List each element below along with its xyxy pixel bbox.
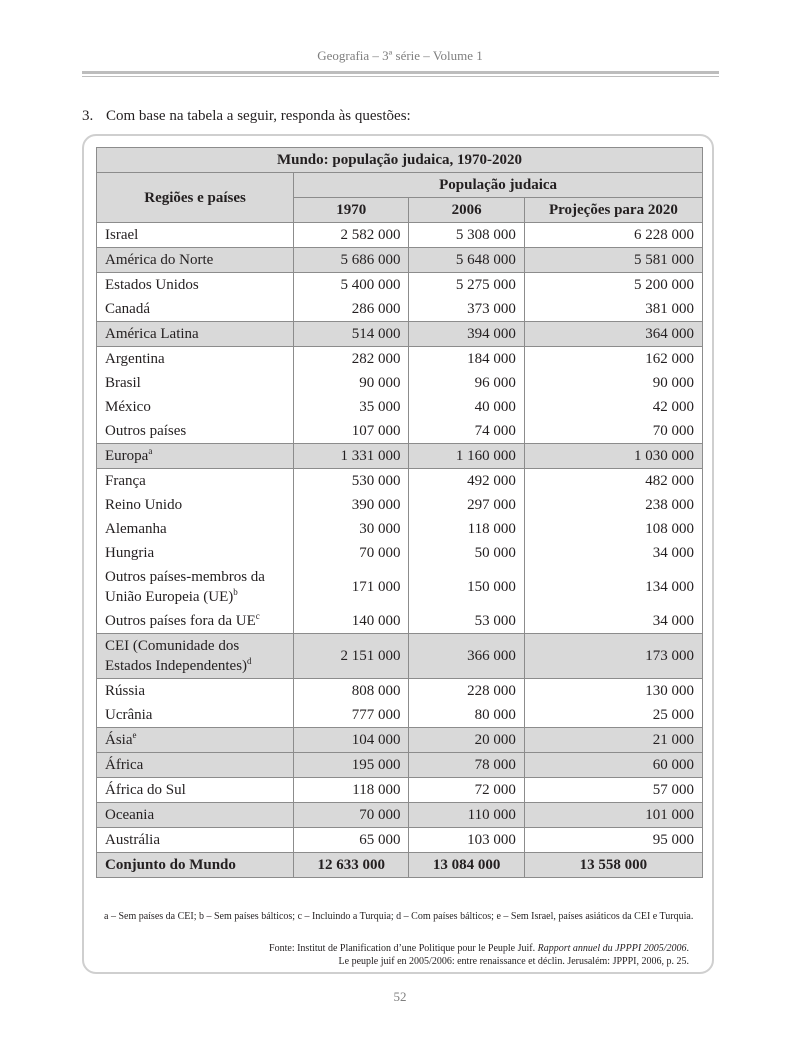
table-row [97,828,703,853]
value-cell: 103 000 [409,828,524,853]
region-cell [97,297,294,322]
region-label: Brasil [105,375,141,391]
table-row [97,703,703,728]
total-value: 13 084 000 [409,853,524,878]
value-cell: 297 000 [409,493,524,517]
header-regions: Regiões e países [97,173,294,223]
value-cell: 34 000 [524,541,702,565]
value-cell: 70 000 [524,419,702,444]
region-cell [97,609,294,634]
region-label: Reino Unido [105,497,183,513]
value-cell: 482 000 [524,469,702,494]
value-cell: 228 000 [409,679,524,704]
region-label: Hungria [105,545,155,561]
value-cell: 5 275 000 [409,273,524,298]
value-cell: 5 686 000 [294,248,409,273]
footnote-marker: a [148,446,153,456]
value-cell: 286 000 [294,297,409,322]
value-cell: 134 000 [524,565,702,609]
value-cell: 95 000 [524,828,702,853]
value-cell: 808 000 [294,679,409,704]
region-label: África [105,757,144,773]
region-label: Oceania [105,807,155,823]
value-cell: 30 000 [294,517,409,541]
value-cell: 514 000 [294,322,409,347]
header-rule-thin [82,76,719,77]
value-cell: 1 331 000 [294,444,409,469]
region-cell [97,828,294,853]
region-cell [97,223,294,248]
value-cell: 282 000 [294,347,409,372]
value-cell: 530 000 [294,469,409,494]
region-cell [97,778,294,803]
value-cell: 78 000 [409,753,524,778]
table-row [97,565,703,609]
table-row [97,634,703,679]
region-cell [97,753,294,778]
value-cell: 70 000 [294,803,409,828]
table-body [97,223,703,878]
value-cell: 173 000 [524,634,702,679]
header-year-2006: 2006 [409,198,524,223]
value-cell: 777 000 [294,703,409,728]
value-cell: 108 000 [524,517,702,541]
region-cell [97,248,294,273]
table-row [97,609,703,634]
region-label: Outros países-membros da União Europeia (UE) [105,569,265,605]
region-cell [97,322,294,347]
table-row [97,728,703,753]
footnote-marker: c [255,611,260,621]
value-cell: 492 000 [409,469,524,494]
value-cell: 110 000 [409,803,524,828]
source-citation: Fonte: Institut de Planification d’une Politique pour le Peuple Juif. Rapport annuel du JPPPI 2005/2006. Le peuple juif en 2005/2006: entre renaissance et déclin. Jerusalém: JPPPI, 2006, p. 25. [269,943,689,967]
source-prefix: Fonte: Institut de Planification d’une Politique pour le Peuple Juif. [269,943,536,954]
region-cell [97,444,294,469]
region-label: México [105,399,151,415]
running-header: Geografia – 3ª série – Volume 1 [317,48,483,63]
value-cell: 42 000 [524,395,702,419]
value-cell: 150 000 [409,565,524,609]
table-row [97,223,703,248]
region-label: Outros países [105,423,187,439]
region-cell [97,679,294,704]
source-title: Rapport annuel du JPPPI 2005/2006 [537,943,687,954]
value-cell: 53 000 [409,609,524,634]
region-label: Alemanha [105,521,167,537]
value-cell: 70 000 [294,541,409,565]
value-cell: 238 000 [524,493,702,517]
value-cell: 5 308 000 [409,223,524,248]
source-line2: Le peuple juif en 2005/2006: entre renaissance et déclin. Jerusalém: JPPPI, 2006, p. 25. [338,956,689,967]
region-cell [97,469,294,494]
region-cell [97,803,294,828]
region-label: África do Sul [105,782,186,798]
value-cell: 373 000 [409,297,524,322]
region-label: Israel [105,227,139,243]
value-cell: 90 000 [524,371,702,395]
value-cell: 5 581 000 [524,248,702,273]
table-row [97,517,703,541]
value-cell: 390 000 [294,493,409,517]
total-label: Conjunto do Mundo [97,853,294,878]
region-cell [97,728,294,753]
footnote-marker: b [233,587,238,597]
table-row [97,444,703,469]
region-cell [97,273,294,298]
table-row [97,419,703,444]
value-cell: 5 400 000 [294,273,409,298]
value-cell: 21 000 [524,728,702,753]
region-cell [97,347,294,372]
value-cell: 366 000 [409,634,524,679]
region-label: América Latina [105,326,199,342]
table-row [97,322,703,347]
header-projection-2020: Projeções para 2020 [524,198,702,223]
table-row [97,371,703,395]
region-label: Europa [105,448,149,464]
region-cell [97,493,294,517]
value-cell: 35 000 [294,395,409,419]
region-cell [97,395,294,419]
region-cell [97,517,294,541]
value-cell: 50 000 [409,541,524,565]
region-cell [97,371,294,395]
value-cell: 104 000 [294,728,409,753]
region-cell [97,565,294,609]
footnote-marker: d [247,656,252,666]
value-cell: 118 000 [409,517,524,541]
header-year-1970: 1970 [294,198,409,223]
table-row [97,347,703,372]
table-row [97,753,703,778]
region-label: Rússia [105,683,146,699]
value-cell: 60 000 [524,753,702,778]
region-cell [97,541,294,565]
value-cell: 80 000 [409,703,524,728]
footnotes: a – Sem países da CEI; b – Sem países bálticos; c – Incluindo a Turquia; d – Com países bálticos; e – Sem Israel, países asiáticos da CEI e Turquia. [104,911,694,922]
value-cell: 57 000 [524,778,702,803]
value-cell: 74 000 [409,419,524,444]
region-label: Estados Unidos [105,277,199,293]
value-cell: 130 000 [524,679,702,704]
value-cell: 90 000 [294,371,409,395]
question-number: 3. [82,108,94,124]
value-cell: 5 648 000 [409,248,524,273]
header-rule-thick [82,71,719,74]
table-row [97,541,703,565]
total-value: 13 558 000 [524,853,702,878]
region-label: América do Norte [105,252,214,268]
region-label: Outros países fora da UE [105,613,256,629]
value-cell: 2 582 000 [294,223,409,248]
value-cell: 5 200 000 [524,273,702,298]
value-cell: 1 030 000 [524,444,702,469]
region-label: Ucrânia [105,707,153,723]
table-title: Mundo: população judaica, 1970-2020 [97,148,703,173]
table-row [97,493,703,517]
value-cell: 96 000 [409,371,524,395]
table-row [97,469,703,494]
region-label: França [105,473,146,489]
region-label: Ásia [105,732,133,748]
value-cell: 195 000 [294,753,409,778]
table-row [97,297,703,322]
region-cell [97,634,294,679]
total-row [97,853,703,878]
value-cell: 101 000 [524,803,702,828]
table-row [97,803,703,828]
table-row [97,273,703,298]
total-value: 12 633 000 [294,853,409,878]
question [82,108,411,125]
value-cell: 20 000 [409,728,524,753]
table-row [97,395,703,419]
population-table [96,147,703,878]
region-label: CEI (Comunidade dos Estados Independentes) [105,638,248,674]
value-cell: 65 000 [294,828,409,853]
region-cell [97,703,294,728]
value-cell: 1 160 000 [409,444,524,469]
value-cell: 394 000 [409,322,524,347]
region-label: Canadá [105,301,150,317]
region-label: Argentina [105,351,165,367]
header-population: População judaica [294,173,703,198]
value-cell: 162 000 [524,347,702,372]
value-cell: 184 000 [409,347,524,372]
table-row [97,679,703,704]
value-cell: 140 000 [294,609,409,634]
value-cell: 6 228 000 [524,223,702,248]
footnote-marker: e [132,730,137,740]
table-row [97,778,703,803]
value-cell: 40 000 [409,395,524,419]
value-cell: 364 000 [524,322,702,347]
question-text: Com base na tabela a seguir, responda às questões: [106,108,411,124]
value-cell: 72 000 [409,778,524,803]
value-cell: 118 000 [294,778,409,803]
page-number: 52 [393,989,407,1004]
value-cell: 25 000 [524,703,702,728]
region-label: Austrália [105,832,160,848]
region-cell [97,419,294,444]
value-cell: 171 000 [294,565,409,609]
value-cell: 107 000 [294,419,409,444]
table-row [97,248,703,273]
value-cell: 2 151 000 [294,634,409,679]
value-cell: 34 000 [524,609,702,634]
value-cell: 381 000 [524,297,702,322]
